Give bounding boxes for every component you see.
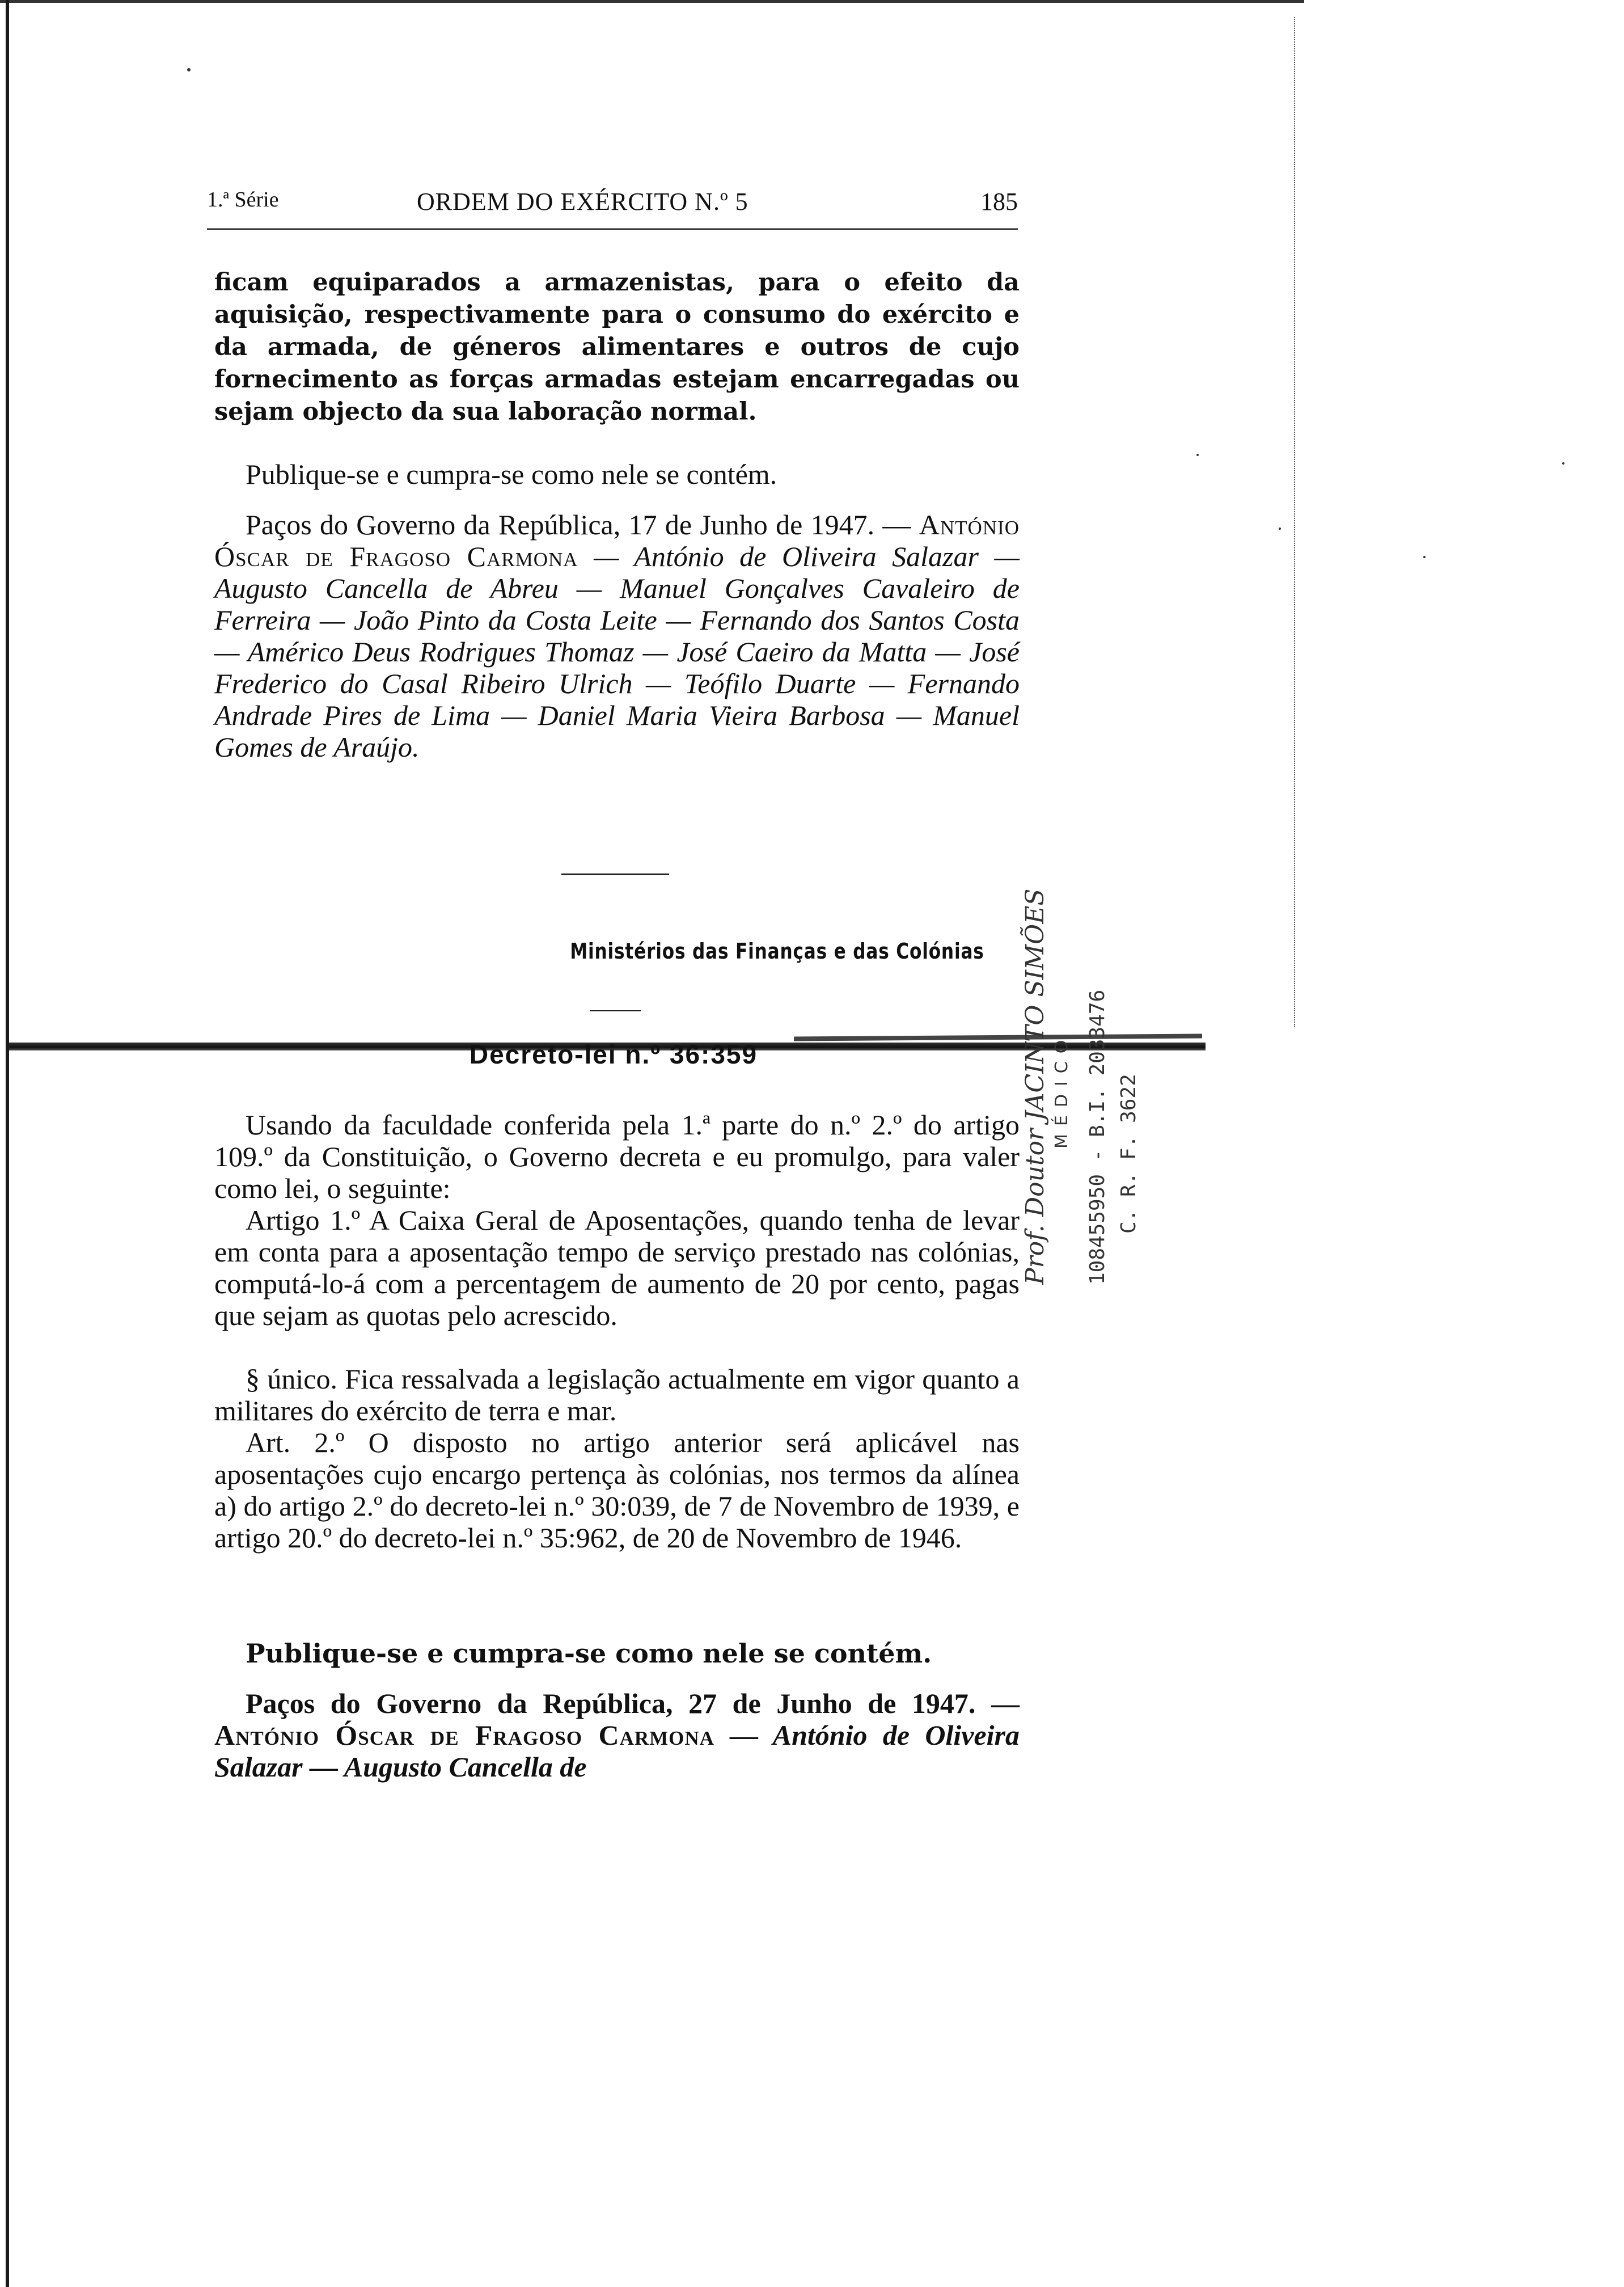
header-rule bbox=[207, 228, 1018, 230]
president-name-1: António Óscar de Fragoso Carmona bbox=[214, 509, 1020, 572]
stamp-reg-line: C. R. F. 3622 bbox=[1117, 1074, 1140, 1234]
dust-speck bbox=[187, 68, 191, 71]
scan-edge-right bbox=[1294, 17, 1296, 1027]
dust-speck bbox=[1196, 454, 1199, 456]
publique-line-1: Publique-se e cumpra-se como nele se contém. bbox=[246, 458, 777, 490]
president-name-2: António Óscar de Fragoso Carmona bbox=[214, 1719, 714, 1751]
doctor-stamp bbox=[1021, 888, 1196, 1285]
stamp-name: Prof. Doutor JACINTO SIMÕES bbox=[1021, 888, 1050, 1285]
scan-edge-top bbox=[0, 0, 1304, 3]
ministers-list-2: — António de Oliveira Salazar — Augusto Cancella de bbox=[214, 1719, 1020, 1783]
article-1: Artigo 1.º A Caixa Geral de Aposentações, quando tenha de levar em conta para a aposentação tempo de serviço prestado nas colónias, computá-lo-á com a percentagem de aumento de 20 por cento, pagas que sejam as quotas pelo acrescido. bbox=[214, 1204, 1020, 1331]
decree-intro: Usando da faculdade conferida pela 1.ª parte do n.º 2.º do artigo 109.º da Constituição, o Governo decreta e eu promulgo, para valer como lei, o seguinte: bbox=[214, 1109, 1020, 1204]
ministers-list-1: — António de Oliveira Salazar — Augusto Cancella de Abreu — Manuel Gonçalves Cavaleiro de Ferreira — João Pinto da Costa Leite — Fernando dos Santos Costa — Américo Deus Rodrigues Thomaz — José Caeiro da Matta — José Frederico do Casal Ribeiro Ulrich — Teófilo Duarte — Fernando Andrade Pires de Lima — Daniel Maria Vieira Barbosa — Manuel Gomes de Araújo. bbox=[214, 541, 1020, 763]
publique-line-2: Publique-se e cumpra-se como nele se contém. bbox=[246, 1638, 932, 1669]
signatures-block-2 bbox=[214, 1687, 1020, 1783]
continuation-paragraph: ficam equiparados a armazenistas, para o efeito da aquisição, respectivamente para o consumo do exército e da armada, de géneros alimentares e outros de cujo fornecimento as forças armadas estejam encarregadas ou sejam objecto da sua laboração normal. bbox=[214, 268, 1020, 426]
signatures-block-1 bbox=[214, 509, 1020, 763]
series-label: 1.ª Série bbox=[207, 188, 279, 212]
dust-speck bbox=[1423, 556, 1426, 558]
dust-speck bbox=[1279, 528, 1281, 530]
stamp-title: MÉDICO bbox=[1052, 1032, 1072, 1149]
ministry-heading: Ministérios das Finanças e das Colónias bbox=[570, 939, 984, 964]
dust-speck bbox=[1562, 462, 1564, 465]
page-header bbox=[207, 187, 1018, 221]
scan-edge-left bbox=[6, 0, 9, 2287]
paragraph-unico: § único. Fica ressalvada a legislação actualmente em vigor quanto a militares do exército de terra e mar. bbox=[214, 1363, 1020, 1427]
section-separator bbox=[561, 874, 669, 875]
date-line-1: Paços do Governo da República, 17 de Junho de 1947. — bbox=[246, 509, 919, 541]
heading-separator bbox=[590, 1010, 641, 1011]
date-line-2: Paços do Governo da República, 27 de Junho de 1947. — bbox=[246, 1687, 1020, 1719]
decree-title: Decreto-lei n.º 36:359 bbox=[469, 1040, 758, 1069]
page-number: 185 bbox=[980, 188, 1018, 216]
publication-title: ORDEM DO EXÉRCITO N.º 5 bbox=[417, 188, 748, 216]
stamp-id-line: 108455950 - B.I. 2033476 bbox=[1086, 989, 1109, 1285]
article-2: Art. 2.º O disposto no artigo anterior será aplicável nas aposentações cujo encargo pertença às colónias, nos termos da alínea a) do artigo 2.º do decreto-lei n.º 30:039, de 7 de Novembro de 1939, e artigo 20.º do decreto-lei n.º 35:962, de 20 de Novembro de 1946. bbox=[214, 1427, 1020, 1554]
